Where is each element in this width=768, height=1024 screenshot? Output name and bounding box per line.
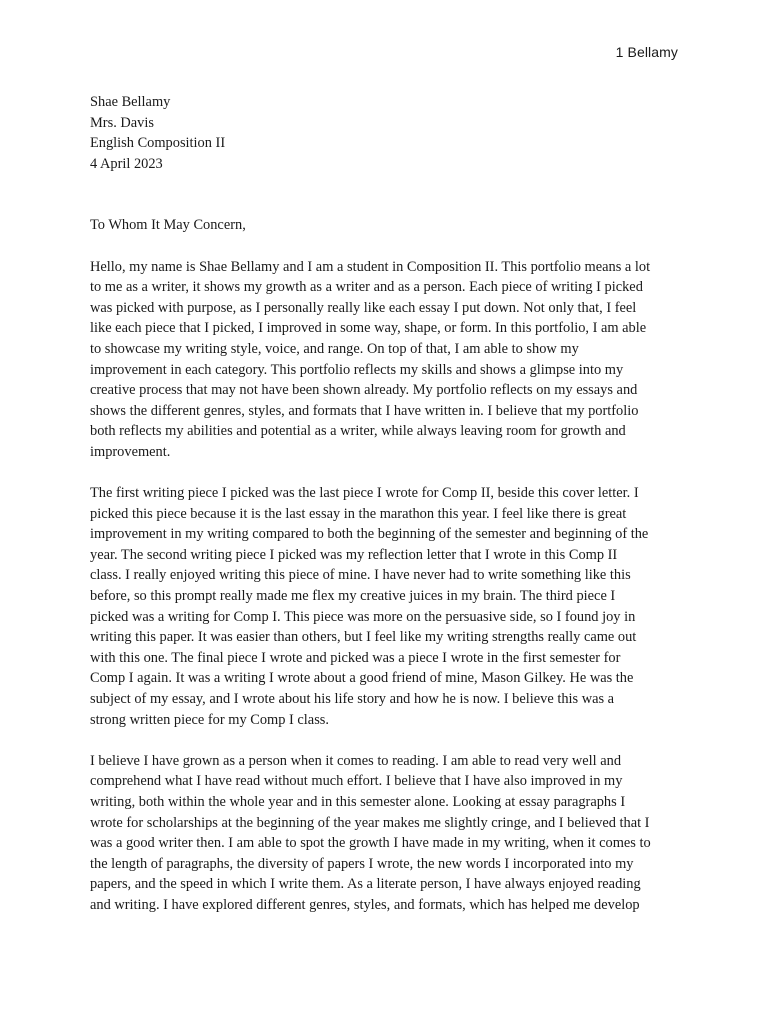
- text-line: and writing. I have explored different genres, styles, and formats, which has helped me develop: [90, 896, 640, 913]
- paragraph-1: [90, 257, 682, 463]
- paragraph-2: [90, 483, 682, 730]
- text-line: the length of paragraphs, the diversity of papers I wrote, the new words I incorporated into my: [90, 855, 634, 872]
- text-line: strong written piece for my Comp I class.: [90, 711, 329, 728]
- text-line: wrote for scholarships at the beginning of the year makes me slightly cringe, and I believed that I: [90, 814, 650, 831]
- page-header-number: 1 Bellamy: [615, 44, 678, 60]
- text-line: picked this piece because it is the last essay in the marathon this year. I feel like there is great: [90, 505, 627, 522]
- text-line: to showcase my writing style, voice, and range. On top of that, I am able to show my: [90, 340, 579, 357]
- document-body: [90, 92, 682, 916]
- text-line: class. I really enjoyed writing this piece of mine. I have never had to write something like this: [90, 567, 631, 584]
- text-line: papers, and the speed in which I write them. As a literate person, I have always enjoyed reading: [90, 876, 641, 893]
- text-line: improvement in each category. This portfolio reflects my skills and shows a glimpse into my: [90, 361, 624, 378]
- text-line: writing this paper. It was easier than others, but I feel like my writing strengths really came out: [90, 629, 637, 646]
- text-line: creative process that may not have been shown already. My portfolio reflects on my essays and: [90, 382, 638, 399]
- text-line: before, so this prompt really made me flex my creative juices in my brain. The third piece I: [90, 588, 616, 605]
- text-line: shows the different genres, styles, and formats that I have written in. I believe that my portfolio: [90, 402, 639, 419]
- paragraph-3: [90, 751, 682, 916]
- salutation: To Whom It May Concern,: [90, 217, 246, 234]
- text-line: The first writing piece I picked was the last piece I wrote for Comp II, beside this cover letter. I: [90, 485, 639, 502]
- text-line: with this one. The final piece I wrote and picked was a piece I wrote in the first semester for: [90, 649, 621, 666]
- text-line: subject of my essay, and I wrote about his life story and how he is now. I believe this was a: [90, 691, 615, 708]
- text-line: improvement.: [90, 443, 171, 460]
- text-line: picked was a writing for Comp I. This piece was more on the persuasive side, so I found joy in: [90, 608, 636, 625]
- document-date: 4 April 2023: [90, 155, 163, 172]
- student-name: Shae Bellamy: [90, 94, 171, 110]
- text-line: Comp I again. It was a writing I wrote about a good friend of mine, Mason Gilkey. He was the: [90, 670, 634, 687]
- text-line: Hello, my name is Shae Bellamy and I am a student in Composition II. This portfolio means a lot: [90, 258, 651, 275]
- mla-heading: [90, 92, 682, 174]
- text-line: was a good writer then. I am able to spot the growth I have made in my writing, when it comes to: [90, 835, 651, 852]
- text-line: was picked with purpose, as I personally really like each essay I put down. Not only that, I feel: [90, 299, 637, 316]
- text-line: comprehend what I have read without much effort. I believe that I have also improved in my: [90, 773, 623, 790]
- text-line: both reflects my abilities and potential as a writer, while always leaving room for growth and: [90, 423, 626, 440]
- text-line: like each piece that I picked, I improved in some way, shape, or form. In this portfolio, I am able: [90, 320, 647, 337]
- text-line: writing, both within the whole year and in this semester alone. Looking at essay paragraphs I: [90, 794, 626, 810]
- instructor-name: Mrs. Davis: [90, 114, 154, 131]
- text-line: to me as a writer, it shows my growth as a writer and as a person. Each piece of writing I picked: [90, 279, 643, 296]
- text-line: I believe I have grown as a person when it comes to reading. I am able to read very well and: [90, 752, 622, 769]
- text-line: improvement in my writing compared to both the beginning of the semester and beginning of the: [90, 526, 649, 543]
- course-name: English Composition II: [90, 135, 226, 152]
- text-line: year. The second writing piece I picked was my reflection letter that I wrote in this Comp II: [90, 546, 618, 563]
